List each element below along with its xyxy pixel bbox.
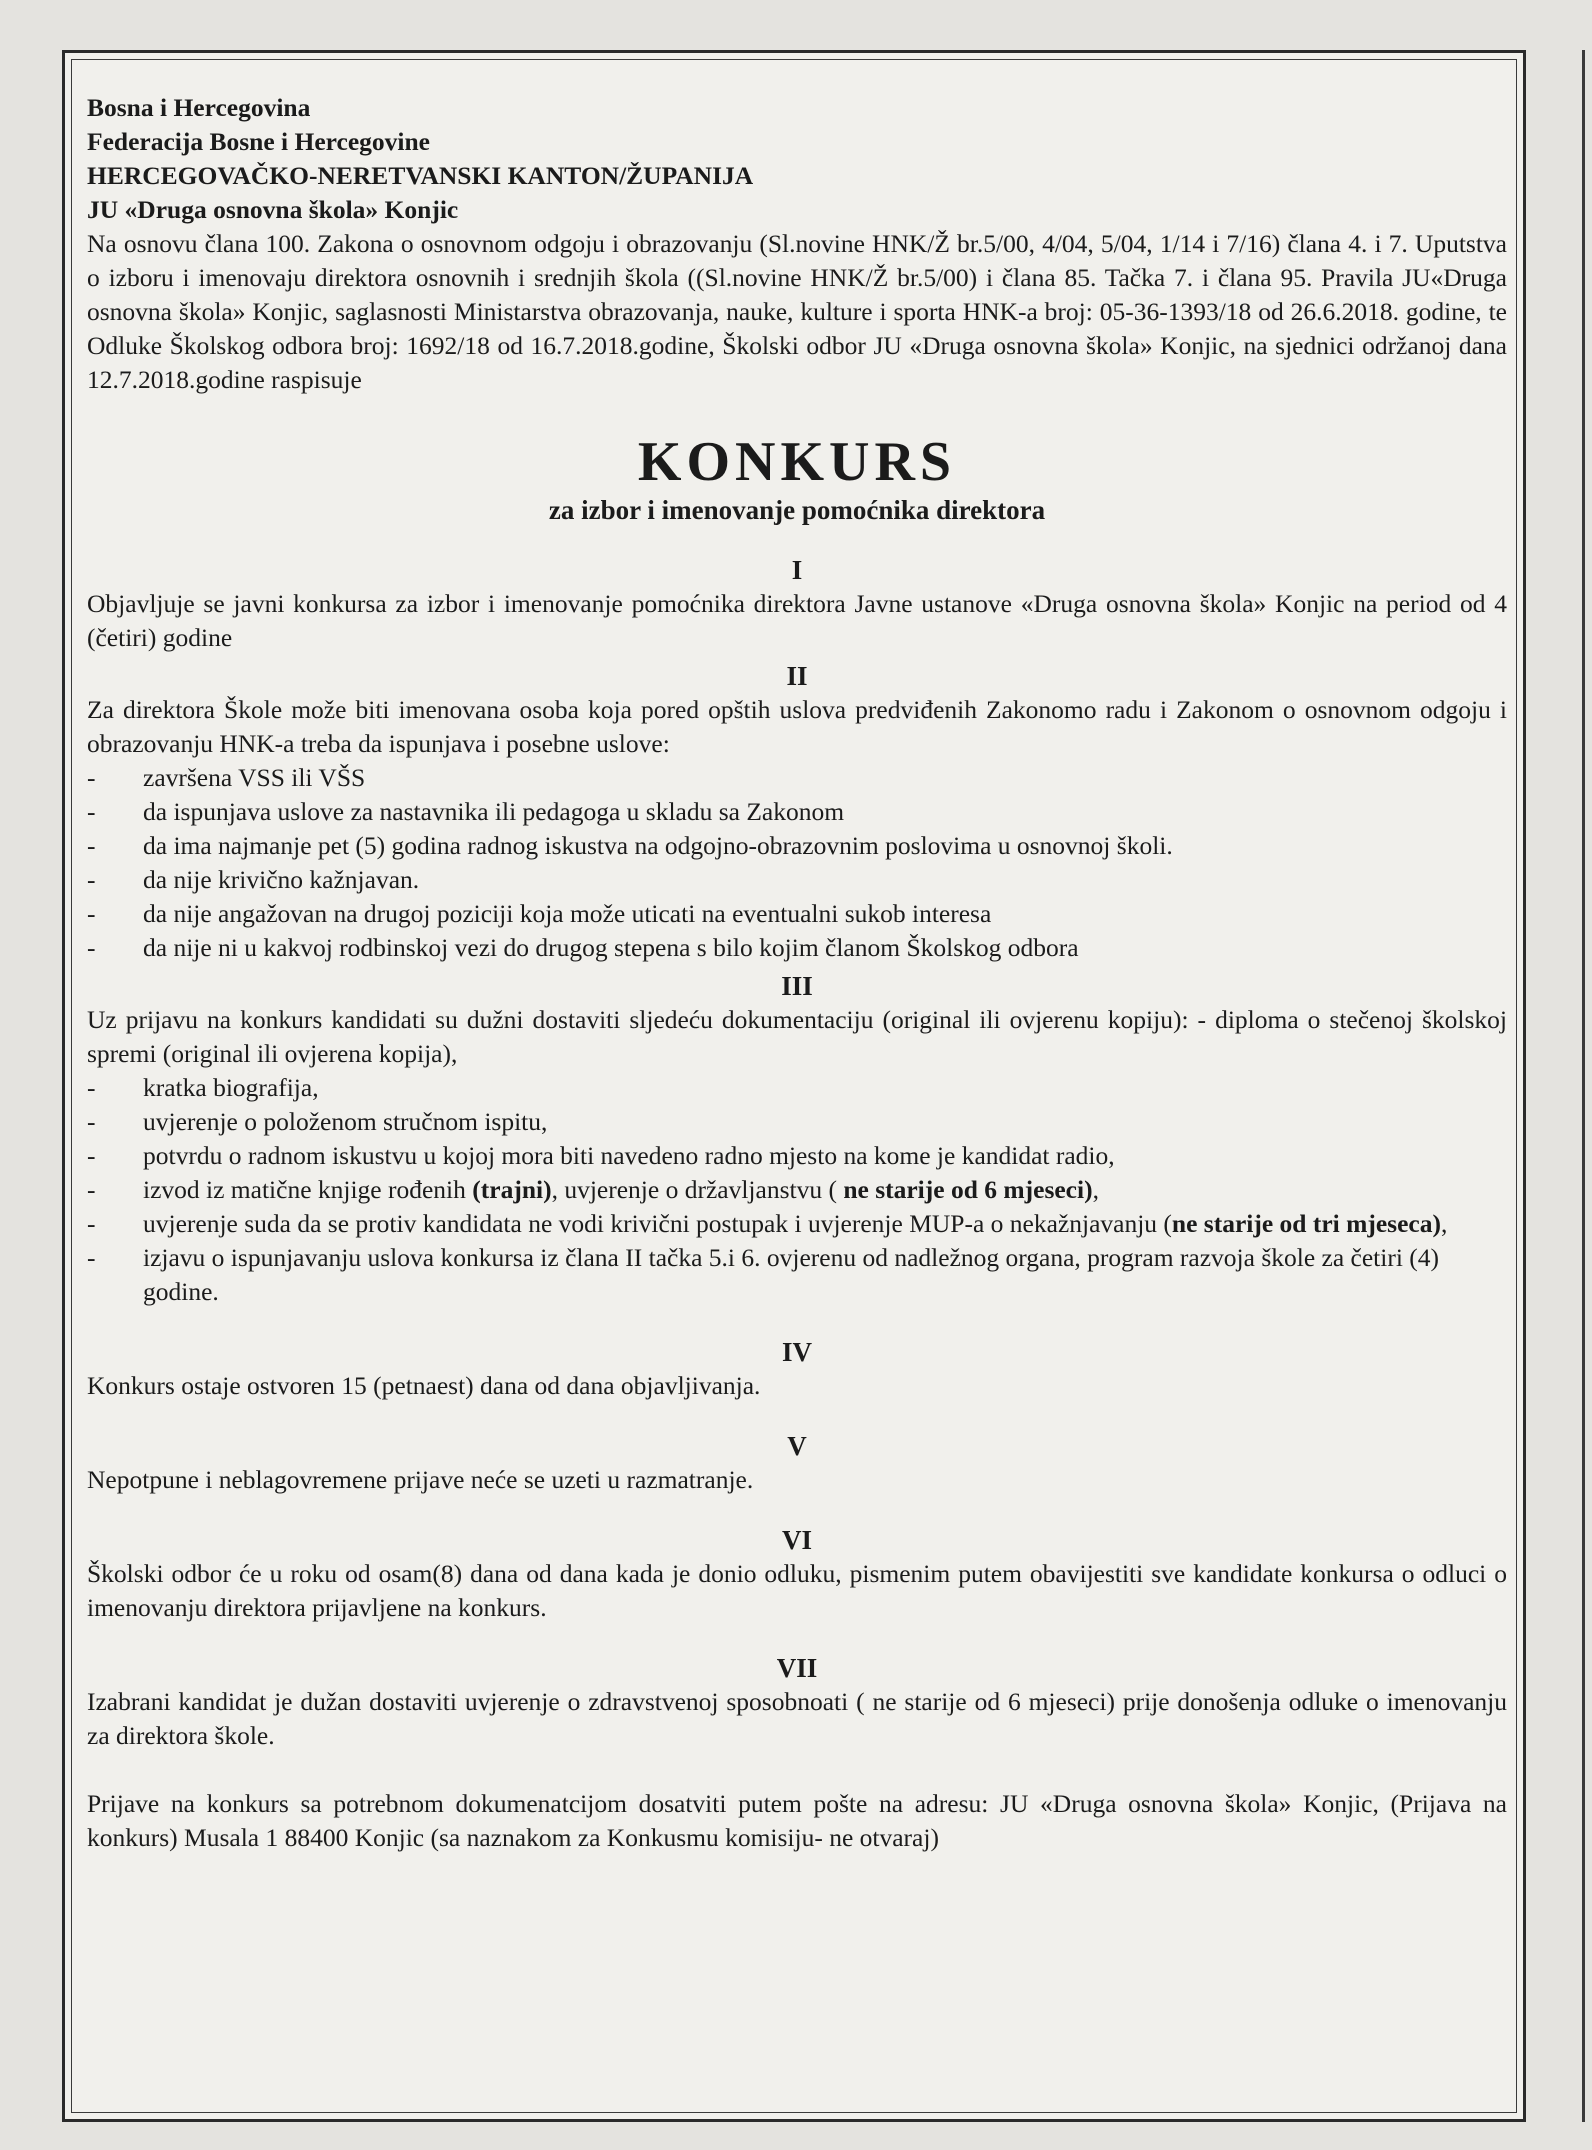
section-number: VII [776, 1653, 818, 1683]
institution-header [87, 91, 1507, 227]
section-text: Objavljuje se javni konkursa za izbor i imenovanje pomoćnika direktora Javne ustanove «Druga osnovna škola» Konjic na period od 4 (četiri) godine [87, 589, 1507, 652]
header-school: JU «Druga osnovna škola» Konjic [87, 195, 459, 224]
section-text: Školski odbor će u roku od osam(8) dana od dana kada je donio odluku, pismenim putem obavijestiti sve kandidate konkursa o odluci o imenovanju direktora prijavljene na konkurs. [87, 1559, 1507, 1622]
header-canton: HERCEGOVAČKO-NERETVANSKI KANTON/ŽUPANIJA [87, 161, 754, 190]
section-text: Za direktora Škole može biti imenovana osoba koja pored opštih uslova predviđenih Zakonomo radu i Zakonom o osnovnom odgoju i obrazovanju HNK-a treba da ispunjava i posebne uslove: [87, 695, 1507, 758]
item-emphasis: (trajni) [472, 1175, 552, 1204]
item-text: , uvjerenje o državljanstvu ( [551, 1175, 844, 1204]
section-number: VI [781, 1525, 812, 1555]
section-text: Izabrani kandidat je dužan dostaviti uvjerenje o zdravstvenoj sposobnoati ( ne starije od 6 mjeseci) prije donošenja odluke o imenovanju za direktora škole. [87, 1687, 1507, 1750]
list-item: - da ispunjava uslove za nastavnika ili pedagoga u skladu sa Zakonom [87, 795, 1507, 829]
section-number: II [786, 661, 808, 691]
list-item [87, 1207, 1507, 1241]
notice-frame [62, 50, 1526, 2122]
notice-content [87, 91, 1507, 1855]
closing-paragraph: Prijave na konkurs sa potrebnom dokumenatcijom dosatviti putem pošte na adresu: JU «Druga osnovna škola» Konjic, (Prijava na konkurs) Musala 1 88400 Konjic (sa naznakom za Konkusmu komisiju- ne otvaraj) [87, 1789, 1507, 1852]
section-text: Nepotpune i neblagovremene prijave neće se uzeti u razmatranje. [87, 1465, 754, 1494]
section-number: III [781, 971, 813, 1001]
item-text: , [1440, 1209, 1448, 1238]
intro-paragraph: Na osnovu člana 100. Zakona o osnovnom odgoju i obrazovanju (Sl.novine HNK/Ž br.5/00, 4/04, 5/04, 1/14 i 7/16) člana 4. i 7. Uputstva o izboru i imenovaju direktora osnovnih i srednjih škola ((Sl.novine HNK/Ž br.5/00) i člana 85. Tačka 7. i člana 95. Pravila JU«Druga osnovna škola» Konjic, saglasnosti Ministarstva obrazovanja, nauke, kulture i sporta HNK-a broj: 05-36-1393/18 od 26.6.2018. godine, te Odluke Školskog odbora broj: 1692/18 od 16.7.2018.godine, Školski odbor JU «Druga osnovna škola» Konjic, na sjednici održanoj dana 12.7.2018.godine raspisuje [87, 229, 1507, 394]
item-emphasis: ne starije od tri mjeseca) [1171, 1209, 1441, 1238]
section-text: Uz prijavu na konkurs kandidati su dužni dostaviti sljedeću dokumentaciju (original ili ovjerenu kopiju): - diploma o stečenoj školskoj spremi (original ili ovjerena kopija), [87, 1005, 1507, 1068]
list-item: - da nije ni u kakvoj rodbinskoj vezi do drugog stepena s bilo kojim članom Školskog odbora [87, 931, 1507, 965]
header-country: Bosna i Hercegovina [87, 93, 311, 122]
section-text: Konkurs ostaje ostvoren 15 (petnaest) dana od dana objavljivanja. [87, 1371, 761, 1400]
item-emphasis: ne starije od 6 mjeseci) [843, 1175, 1093, 1204]
page-subtitle: za izbor i imenovanje pomoćnika direktora [548, 495, 1046, 525]
list-item: - izjavu o ispunjavanju uslova konkursa iz člana II tačka 5.i 6. ovjerenu od nadležnog organa, program razvoja škole za četiri (4) godine. [87, 1241, 1507, 1309]
section-number: I [791, 555, 803, 585]
documents-list [87, 1071, 1507, 1309]
section-number: V [787, 1431, 807, 1461]
list-item [87, 1173, 1507, 1207]
section-number: IV [781, 1337, 812, 1367]
list-item: - uvjerenje o položenom stručnom ispitu, [87, 1105, 1507, 1139]
item-text: , [1092, 1175, 1099, 1204]
list-item: - završena VSS ili VŠS [87, 761, 1507, 795]
list-item: - da nije angažovan na drugoj poziciji koja može uticati na eventualni sukob interesa [87, 897, 1507, 931]
list-item: - kratka biografija, [87, 1071, 1507, 1105]
item-text: uvjerenje suda da se protiv kandidata ne vodi krivični postupak i uvjerenje MUP-a o nekažnjavanju ( [143, 1209, 1172, 1238]
list-item: - potvrdu o radnom iskustvu u kojoj mora biti navedeno radno mjesto na kome je kandidat radio, [87, 1139, 1507, 1173]
page-title: KONKURS [637, 431, 957, 493]
item-text: izvod iz matične knjige rođenih [143, 1175, 473, 1204]
requirements-list [87, 761, 1507, 965]
list-item: - da ima najmanje pet (5) godina radnog iskustva na odgojno-obrazovnim poslovima u osnovnoj školi. [87, 829, 1507, 863]
adjacent-page-border [1582, 50, 1585, 2122]
list-item: - da nije krivično kažnjavan. [87, 863, 1507, 897]
header-federation: Federacija Bosne i Hercegovine [87, 127, 430, 156]
